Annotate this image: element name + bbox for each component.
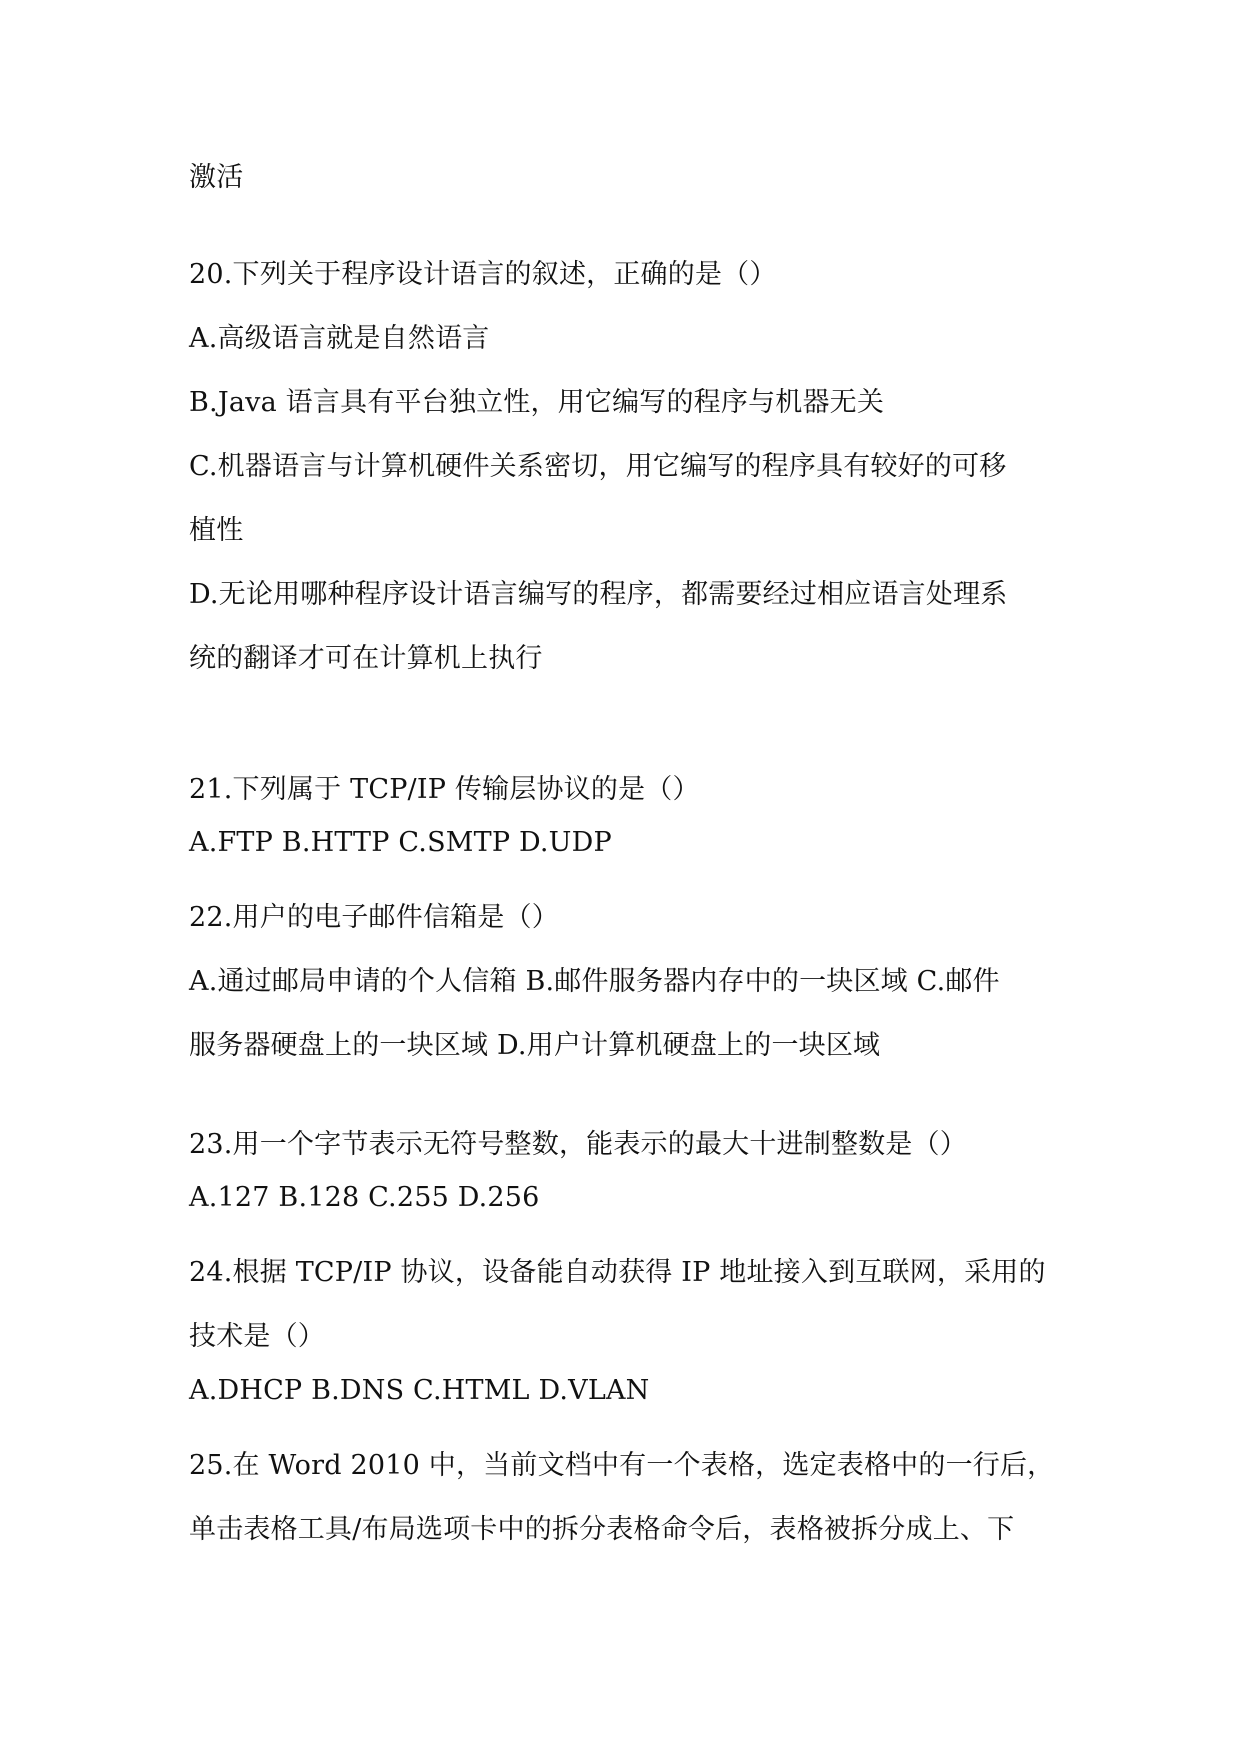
- question-20-option-d-cont: 统的翻译才可在计算机上执行: [189, 643, 543, 674]
- question-22-stem: 22.用户的电子邮件信箱是（）: [189, 902, 559, 933]
- question-22-options-cont: 服务器硬盘上的一块区域 D.用户计算机硬盘上的一块区域: [189, 1030, 881, 1061]
- question-23-stem: 23.用一个字节表示无符号整数，能表示的最大十进制整数是（）: [189, 1129, 967, 1160]
- question-22-options: A.通过邮局申请的个人信箱 B.邮件服务器内存中的一块区域 C.邮件: [189, 966, 1000, 997]
- question-21-stem: 21.下列属于 TCP/IP 传输层协议的是（）: [189, 774, 700, 805]
- question-24-stem-cont: 技术是（）: [189, 1321, 325, 1352]
- carryover-text: 激活: [189, 162, 244, 193]
- question-20-stem: 20.下列关于程序设计语言的叙述，正确的是（）: [189, 259, 777, 290]
- question-23-options: A.127 B.128 C.255 D.256: [189, 1182, 540, 1213]
- question-20-option-b: B.Java 语言具有平台独立性，用它编写的程序与机器无关: [189, 387, 885, 418]
- question-24-options: A.DHCP B.DNS C.HTML D.VLAN: [189, 1375, 650, 1406]
- question-25-stem: 25.在 Word 2010 中，当前文档中有一个表格，选定表格中的一行后，: [189, 1450, 1055, 1481]
- question-20-option-c: C.机器语言与计算机硬件关系密切，用它编写的程序具有较好的可移: [189, 451, 1007, 482]
- question-21-options: A.FTP B.HTTP C.SMTP D.UDP: [189, 827, 612, 858]
- question-20-option-d: D.无论用哪种程序设计语言编写的程序，都需要经过相应语言处理系: [189, 579, 1008, 610]
- question-24-stem: 24.根据 TCP/IP 协议，设备能自动获得 IP 地址接入到互联网，采用的: [189, 1257, 1046, 1288]
- question-20-option-c-cont: 植性: [189, 515, 244, 546]
- question-25-stem-cont: 单击表格工具/布局选项卡中的拆分表格命令后，表格被拆分成上、下: [189, 1514, 1015, 1545]
- question-20-option-a: A.高级语言就是自然语言: [189, 323, 490, 354]
